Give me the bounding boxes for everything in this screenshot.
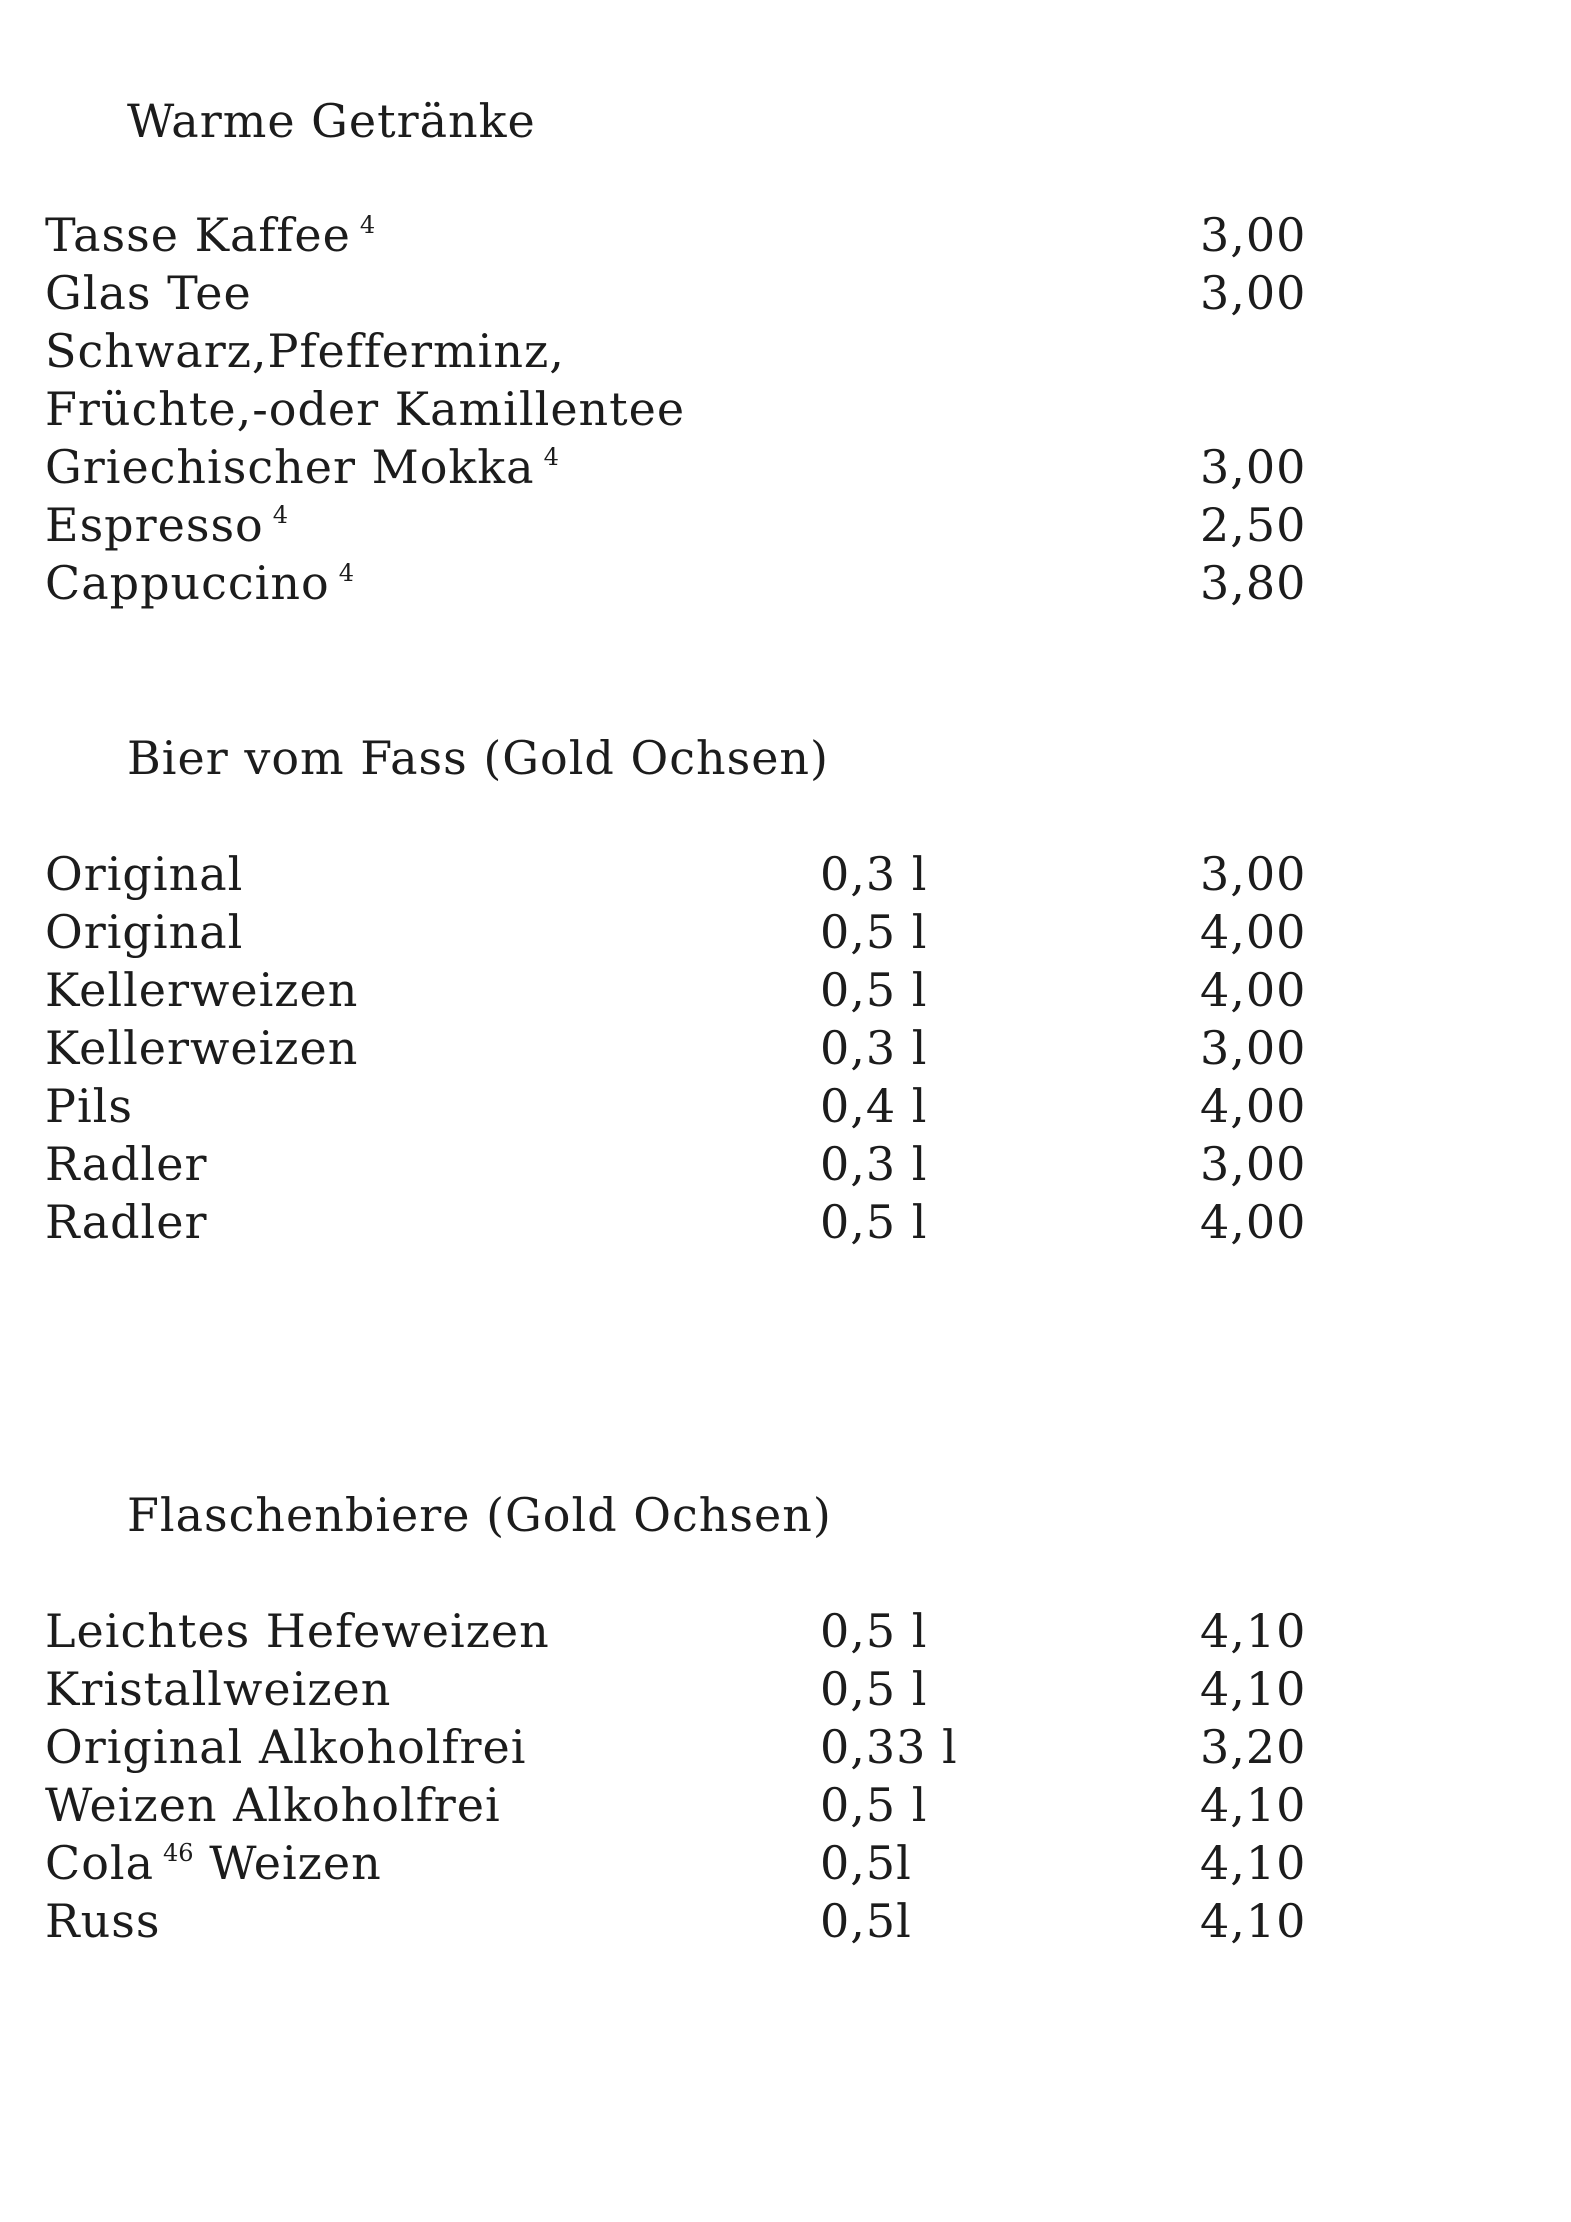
item-footnote-marker: 4 (359, 211, 376, 239)
section-items (45, 1602, 1531, 1950)
item-volume: 0,3 l (820, 1021, 928, 1075)
item-name-text: Tasse Kaffee (45, 208, 351, 262)
item-price: 4,10 (1200, 1604, 1307, 1658)
menu-item-row (45, 1602, 1531, 1660)
item-name-text: Cola (45, 1836, 155, 1890)
menu-item-row (45, 1193, 1531, 1251)
item-volume: 0,5 l (820, 905, 928, 959)
item-name-text: Kellerweizen (45, 1021, 359, 1075)
item-name (45, 961, 820, 1019)
item-footnote-marker: 4 (338, 559, 354, 587)
menu-item-row (45, 1135, 1531, 1193)
item-name-text: Radler (45, 1137, 208, 1191)
section-title: Bier vom Fass (Gold Ochsen) (127, 731, 829, 785)
item-price: 4,10 (1200, 1836, 1307, 1890)
item-name (45, 1660, 820, 1718)
menu-section (45, 1251, 1531, 1950)
item-volume: 0,3 l (820, 1137, 928, 1191)
item-volume: 0,5 l (820, 1195, 928, 1249)
item-price: 4,00 (1200, 1195, 1307, 1249)
item-name (45, 1776, 820, 1834)
item-footnote-marker: 4 (272, 501, 289, 529)
item-volume: 0,5 l (820, 1778, 928, 1832)
menu-item-row (45, 1892, 1531, 1950)
menu-item-row (45, 1019, 1531, 1077)
item-name (45, 1718, 820, 1776)
item-name-text: Kellerweizen (45, 963, 359, 1017)
item-name-text: Russ (45, 1894, 161, 1948)
menu-item-row (45, 1660, 1531, 1718)
item-price: 3,00 (1200, 1021, 1307, 1075)
menu-item-row (45, 554, 1531, 612)
item-price: 3,00 (1200, 440, 1307, 494)
item-name (45, 1135, 820, 1193)
item-name-text: Glas Tee (45, 266, 252, 320)
menu-item-row (45, 903, 1531, 961)
item-footnote-marker: 4 (543, 443, 559, 471)
section-items (45, 845, 1531, 1251)
menu-item-row (45, 1834, 1531, 1892)
item-volume: 0,5 l (820, 1662, 928, 1716)
menu-item-row (45, 264, 1531, 322)
menu-item-row (45, 322, 1531, 380)
item-price: 3,00 (1200, 208, 1307, 262)
item-name (45, 380, 820, 438)
item-price: 4,00 (1200, 905, 1307, 959)
menu-item-row (45, 380, 1531, 438)
item-volume: 0,5 l (820, 1604, 928, 1658)
item-name (45, 903, 820, 961)
menu-item-row (45, 1718, 1531, 1776)
item-volume: 0,5 l (820, 963, 928, 1017)
menu-item-row (45, 845, 1531, 903)
section-title: Flaschenbiere (Gold Ochsen) (127, 1488, 832, 1542)
item-name-text: Früchte,-oder Kamillentee (45, 382, 686, 436)
item-name (45, 1019, 820, 1077)
item-footnote-marker: 46 (163, 1839, 194, 1867)
item-name-text: Pils (45, 1079, 133, 1133)
section-title: Warme Getränke (127, 94, 536, 148)
item-name-text: Kristallweizen (45, 1662, 392, 1716)
item-name (45, 1834, 820, 1892)
item-name-text: Griechischer Mokka (45, 440, 535, 494)
item-price: 3,00 (1200, 847, 1307, 901)
item-price: 4,10 (1200, 1894, 1307, 1948)
item-name-text: Original Alkoholfrei (45, 1720, 527, 1774)
item-name-text: Schwarz,Pfefferminz, (45, 324, 565, 378)
menu-item-row (45, 438, 1531, 496)
item-name (45, 1892, 820, 1950)
item-name-text: Original (45, 905, 244, 959)
item-name (45, 438, 820, 496)
item-name (45, 554, 820, 612)
item-name-text: Espresso (45, 498, 264, 552)
item-price: 3,00 (1200, 1137, 1307, 1191)
item-name (45, 496, 820, 554)
item-price: 4,10 (1200, 1662, 1307, 1716)
item-price: 4,00 (1200, 1079, 1307, 1133)
item-name-rest: Weizen (193, 1836, 382, 1890)
item-name-text: Radler (45, 1195, 208, 1249)
item-name-text: Weizen Alkoholfrei (45, 1778, 501, 1832)
item-volume: 0,3 l (820, 847, 928, 901)
item-name (45, 1077, 820, 1135)
item-name (45, 845, 820, 903)
menu-item-row (45, 206, 1531, 264)
item-price: 3,20 (1200, 1720, 1307, 1774)
menu-item-row (45, 1077, 1531, 1135)
item-name (45, 206, 820, 264)
item-volume: 0,5l (820, 1836, 912, 1890)
item-name (45, 264, 820, 322)
item-name-text: Cappuccino (45, 556, 330, 610)
item-volume: 0,4 l (820, 1079, 928, 1133)
item-volume: 0,5l (820, 1894, 912, 1948)
item-name (45, 1602, 820, 1660)
menu-item-row (45, 961, 1531, 1019)
item-name-text: Original (45, 847, 244, 901)
item-price: 3,00 (1200, 266, 1307, 320)
section-items (45, 206, 1531, 612)
item-price: 4,00 (1200, 963, 1307, 1017)
item-name (45, 1193, 820, 1251)
menu-item-row (45, 1776, 1531, 1834)
item-price: 3,80 (1200, 556, 1307, 610)
item-price: 4,10 (1200, 1778, 1307, 1832)
item-price: 2,50 (1200, 498, 1307, 552)
menu-section (45, 0, 1531, 612)
menu-item-row (45, 496, 1531, 554)
item-name-text: Leichtes Hefeweizen (45, 1604, 550, 1658)
menu-section (45, 612, 1531, 1251)
item-volume: 0,33 l (820, 1720, 958, 1774)
item-name (45, 322, 820, 380)
